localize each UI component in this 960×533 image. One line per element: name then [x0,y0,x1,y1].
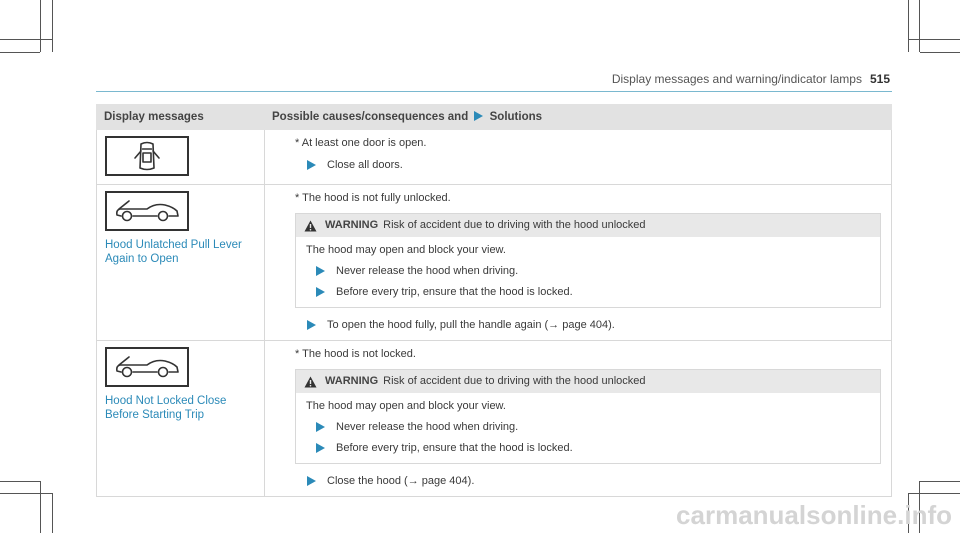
crop-mark [52,493,53,533]
running-head [612,72,890,86]
crop-mark [919,0,920,52]
solution-step [307,158,881,172]
warning-step-text: Before every trip, ensure that the hood is locked. [336,442,573,454]
col-causes-header [265,105,892,130]
page-number: 515 [869,72,890,86]
section-title: Display messages and warning/indicator lamps [611,72,862,86]
warning-triangle-icon [304,220,317,232]
solution-cell [265,341,892,497]
crop-mark [0,39,52,40]
col-solutions-header-text: Solutions [489,111,543,123]
table-row [97,341,892,497]
solution-step-text: To open the hood fully, pull the handle again (→ page 404). [327,319,615,331]
warning-step-text: Never release the hood when driving. [336,421,519,433]
table-row [97,130,892,185]
warning-title: WARNING [325,375,379,387]
message-label-line: Hood Not Locked Close [105,395,227,407]
warning-step [316,264,872,278]
cause-text: * At least one door is open. [295,137,427,149]
message-cell [97,130,265,185]
message-cell [97,341,265,497]
message-label [105,238,256,266]
message-cell [97,185,265,341]
solution-step-text: Close the hood (→ page 404). [327,475,475,487]
crop-mark [908,493,960,494]
play-arrow-icon [316,266,325,276]
warning-header [296,370,880,393]
solution-cell [265,130,892,185]
warning-step-text: Never release the hood when driving. [336,265,519,277]
cause-text: * The hood is not fully unlocked. [295,192,451,204]
door-open-car-icon [105,136,189,176]
warning-body [296,393,880,463]
play-arrow-icon [316,287,325,297]
warning-step [316,285,872,299]
message-label-line: Before Starting Trip [105,409,205,421]
header-rule [96,91,892,92]
warning-text: The hood may open and block your view. [306,400,506,412]
hood-open-car-icon [105,347,189,387]
warning-step [316,420,872,434]
crop-mark [908,0,909,52]
warning-triangle-icon [304,376,317,388]
warning-title: WARNING [325,219,379,231]
play-arrow-icon [316,422,325,432]
crop-mark [920,481,960,482]
play-arrow-icon [307,320,316,330]
table-header-row [97,105,892,130]
play-arrow-icon [474,111,483,121]
crop-mark [40,0,41,52]
crop-mark [0,52,40,53]
crop-mark [52,0,53,52]
crop-mark [908,39,960,40]
cause-text: * The hood is not locked. [295,348,416,360]
col-causes-header-text: Possible causes/consequences and [272,111,469,123]
crop-mark [920,52,960,53]
crop-mark [0,481,40,482]
warning-box [295,369,881,464]
warning-headline: Risk of accident due to driving with the hood unlocked [383,219,646,231]
watermark: carmanualsonline.info [676,500,952,530]
play-arrow-icon [316,443,325,453]
warning-step [316,441,872,455]
solution-step [307,474,881,488]
warning-box [295,213,881,308]
solution-cell [265,185,892,341]
message-label [105,394,256,422]
warning-headline: Risk of accident due to driving with the hood unlocked [383,375,646,387]
hood-open-car-icon [105,191,189,231]
display-messages-table [96,104,892,497]
solution-step-text: Close all doors. [327,159,403,171]
table-row [97,185,892,341]
crop-mark [0,493,52,494]
message-label-line: Hood Unlatched Pull Lever [105,239,242,251]
message-label-line: Again to Open [105,253,179,265]
play-arrow-icon [307,160,316,170]
play-arrow-icon [307,476,316,486]
warning-body [296,237,880,307]
solution-step [307,318,881,332]
col-display-messages-header: Display messages [97,105,265,130]
warning-step-text: Before every trip, ensure that the hood is locked. [336,286,573,298]
crop-mark [40,481,41,533]
warning-text: The hood may open and block your view. [306,244,506,256]
warning-header [296,214,880,237]
